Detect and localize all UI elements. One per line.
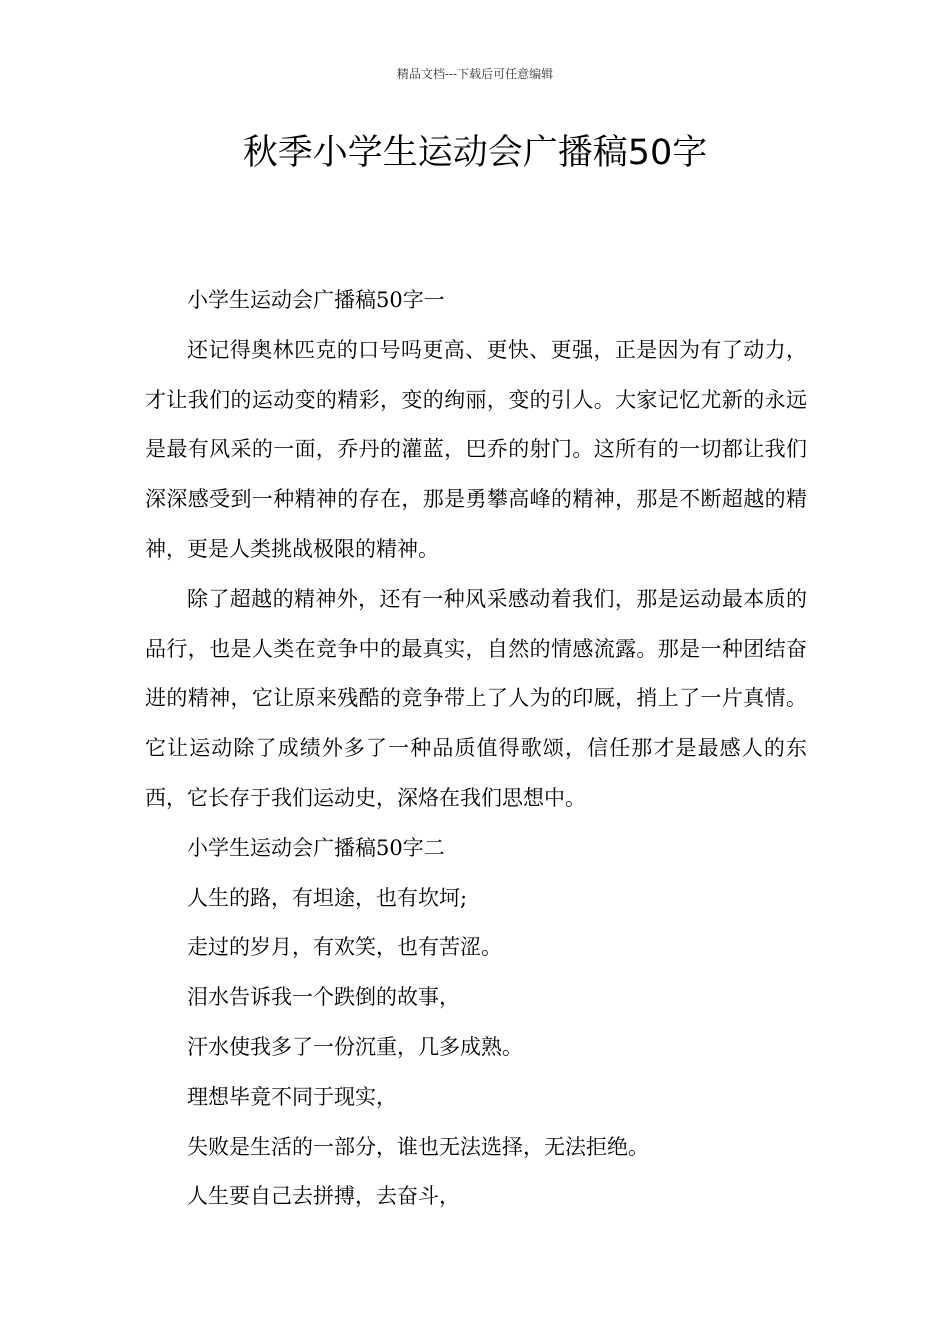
poem-line: 理想毕竟不同于现实， [187,1084,397,1109]
poem-line: 失败是生活的一部分，谁也无法选择，无法拒绝。 [187,1134,649,1159]
poem-line: 人生要自己去拼搏，去奋斗， [187,1184,460,1209]
document-title: 秋季小学生运动会广播稿50字 [242,133,708,173]
section-heading: 小学生运动会广播稿50字二 [187,835,445,860]
poem-line: 走过的岁月，有欢笑，也有苦涩。 [187,935,502,960]
paragraph: 除了超越的精神外，还有一种风采感动着我们，那是运动最本质的品行，也是人类在竞争中的最真实，自然的情感流露。那是一种团结奋进的精神，它让原来残酷的竞争带上了人为的印厩，捎上了一片真情。它让运动除了成绩外多了一种品质值得歌颂，信任那才是最感人的东西，它长存于我们运动史，深烙在我们思想中。 [145,586,807,810]
poem-line: 人生的路，有坦途，也有坎坷; [187,885,468,910]
header-note: 精品文档---下载后可任意编辑 [396,67,554,81]
poem-line: 汗水使我多了一份沉重，几多成熟。 [187,1034,523,1059]
document-body [145,276,807,1222]
paragraph: 还记得奥林匹克的口号吗更高、更快、更强，正是因为有了动力，才让我们的运动变的精彩，变的绚丽，变的引人。大家记忆尤新的永远是最有风采的一面，乔丹的灌蓝，巴乔的射门。这所有的一切都让我们深深感受到一种精神的存在，那是勇攀高峰的精神，那是不断超越的精神，更是人类挑战极限的精神。 [145,337,807,561]
section-heading: 小学生运动会广播稿50字一 [187,288,445,312]
poem-line: 泪水告诉我一个跌倒的故事， [187,985,460,1010]
